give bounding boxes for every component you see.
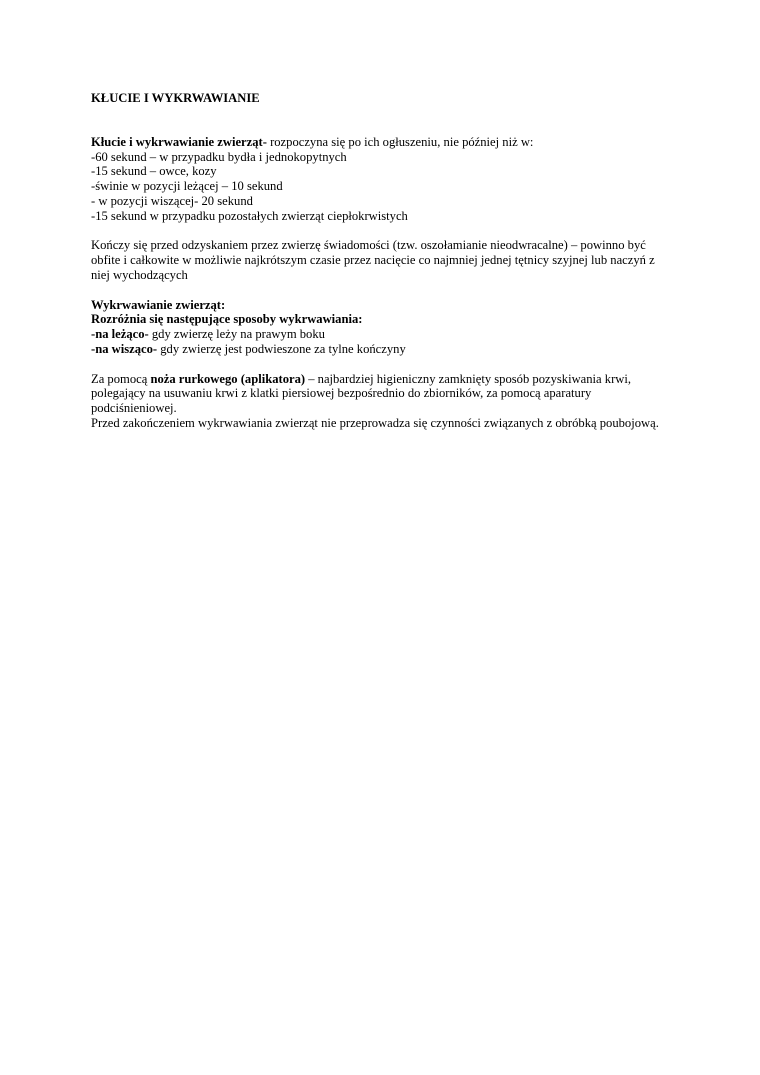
bleeding-section: [91, 298, 681, 357]
list-item: -świnie w pozycji leżącej – 10 sekund: [91, 179, 283, 194]
list-item: - w pozycji wiszącej- 20 sekund: [91, 193, 253, 208]
intro-paragraph: [91, 135, 681, 224]
applicator-term: noża rurkowego (aplikatora): [150, 371, 306, 386]
intro-bold-term: Kłucie i wykrwawianie zwierząt-: [91, 134, 267, 149]
section-heading: Wykrwawianie zwierząt:: [91, 297, 226, 312]
intro-line: [91, 135, 681, 150]
spacer: [91, 283, 681, 298]
list-item: -15 sekund – owce, kozy: [91, 164, 217, 179]
list-item: -60 sekund – w przypadku bydła i jednokopytnych: [91, 149, 347, 164]
paragraph-line: Za pomocą noża rurkowego (aplikatora) – najbardziej higieniczny zamknięty sposób pozyskiwania krwi,: [91, 371, 632, 386]
section-subheading: Rozróżnia się następujące sposoby wykrwawiania:: [91, 312, 363, 327]
paragraph-line: niej wychodzących: [91, 267, 188, 282]
document-title: KŁUCIE I WYKRWAWIANIE: [91, 91, 260, 105]
paragraph-line: Przed zakończeniem wykrwawiania zwierząt nie przeprowadza się czynności związanych z obróbką poubojową.: [91, 415, 659, 430]
spacer: [91, 106, 681, 135]
method-item-lying: -na leżąco- gdy zwierzę leży na prawym boku: [91, 327, 325, 342]
method-item-hanging: -na wisząco- gdy zwierzę jest podwieszone za tylne kończyny: [91, 341, 406, 356]
list-item: -15 sekund w przypadku pozostałych zwierząt ciepłokrwistych: [91, 208, 408, 223]
paragraph-line: obfite i całkowite w możliwie najkrótszym czasie przez nacięcie co najmniej jednej tętnicy szyjnej lub naczyń z: [91, 253, 655, 268]
paragraph-line: podciśnieniowej.: [91, 401, 177, 416]
intro-text: rozpoczyna się po ich ogłuszeniu, nie później niż w:: [266, 134, 534, 149]
paragraph-applicator: [91, 372, 681, 431]
paragraph-unconsciousness: [91, 238, 681, 282]
spacer: [91, 224, 681, 239]
paragraph-line: polegający na usuwaniu krwi z klatki piersiowej bezpośrednio do zbiorników, za pomocą aparatury: [91, 386, 592, 401]
spacer: [91, 357, 681, 372]
document-body: [91, 91, 681, 431]
paragraph-line: Kończy się przed odzyskaniem przez zwierzę świadomości (tzw. oszołamianie nieodwracalne) – powinno być: [91, 238, 646, 253]
